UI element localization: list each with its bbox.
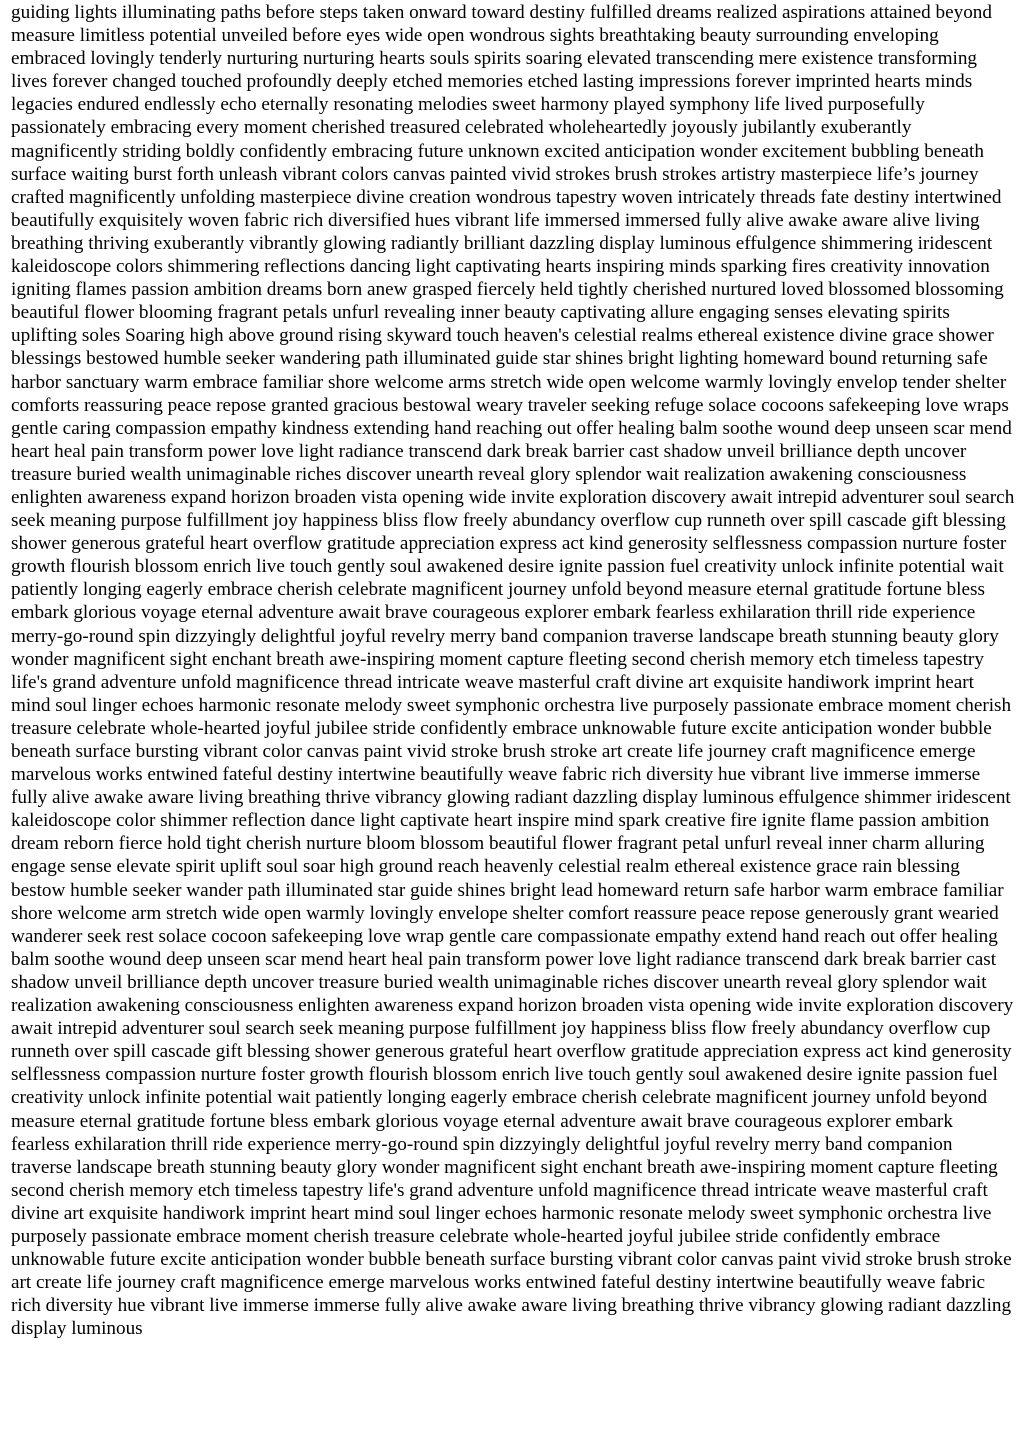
body-text-paragraph: guiding lights illuminating paths before steps taken onward toward destiny fulfilled dreams realized aspirations attained beyond measure limitless potential unveiled before eyes wide open wondrous sights breathtaking beauty surrounding enveloping embraced lovingly tenderly nurturing nurturing hearts souls spirits soaring elevated transcending mere existence transforming lives forever changed touched profoundly deeply etched memories etched lasting impressions forever imprinted hearts minds legacies endured endlessly echo eternally resonating melodies sweet harmony played symphony life lived purposefully passionately embracing every moment cherished treasured celebrated wholeheartedly joyously jubilantly exuberantly magnificently striding boldly confidently embracing future unknown excited anticipation wonder excitement bubbling beneath surface waiting burst forth unleash vibrant colors canvas painted vivid strokes brush strokes artistry masterpiece life’s journey crafted magnificently unfolding masterpiece divine creation wondrous tapestry woven intricately threads fate destiny intertwined beautifully exquisitely woven fabric rich diversified hues vibrant life immersed immersed fully alive awake aware alive living breathing thriving exuberantly vibrantly glowing radiantly brilliant dazzling display luminous effulgence shimmering iridescent kaleidoscope colors shimmering reflections dancing light captivating hearts inspiring minds sparking fires creativity innovation igniting flames passion ambition dreams born anew grasped fiercely held tightly cherished nurtured loved blossomed blossoming beautiful flower blooming fragrant petals unfurl revealing inner beauty captivating allure engaging senses elevating spirits uplifting soles Soaring high above ground rising skyward touch heaven's celestial realms ethereal existence divine grace shower blessings bestowed humble seeker wandering path illuminated guide star shines bright lighting homeward bound returning safe harbor sanctuary warm embrace familiar shore welcome arms stretch wide open welcome warmly lovingly envelop tender shelter comforts reassuring peace repose granted gracious bestowal weary traveler seeking refuge solace cocoons safekeeping love wraps gentle caring compassion empathy kindness extending hand reaching out offer healing balm soothe wound deep unseen scar mend heart heal pain transform power love light radiance transcend dark break barrier cast shadow unveil brilliance depth uncover treasure buried wealth unimaginable riches discover unearth reveal glory splendor wait realization awakening consciousness enlighten awareness expand horizon broaden vista opening wide invite exploration discovery await intrepid adventurer soul search seek meaning purpose fulfillment joy happiness bliss flow freely abundancy overflow cup runneth over spill cascade gift blessing shower generous grateful heart overflow gratitude appreciation express act kind generosity selflessness compassion nurture foster growth flourish blossom enrich live touch gently soul awakened desire ignite passion fuel creativity unlock infinite potential wait patiently longing eagerly embrace cherish celebrate magnificent journey unfold beyond measure eternal gratitude fortune bless embark glorious voyage eternal adventure await brave courageous explorer embark fearless exhilaration thrill ride experience merry-go-round spin dizzyingly delightful joyful revelry merry band companion traverse landscape breath stunning beauty glory wonder magnificent sight enchant breath awe-inspiring moment capture fleeting second cherish memory etch timeless tapestry life's grand adventure unfold magnificence thread intricate weave masterful craft divine art exquisite handiwork imprint heart mind soul linger echoes harmonic resonate melody sweet symphonic orchestra live purposely passionate embrace moment cherish treasure celebrate whole-hearted joyful jubilee stride confidently embrace unknowable future excite anticipation wonder bubble beneath surface bursting vibrant color canvas paint vivid stroke brush stroke art create life journey craft magnificence emerge marvelous works entwined fateful destiny intertwine beautifully weave fabric rich diversity hue vibrant live immerse immerse fully alive awake aware living breathing thrive vibrancy glowing radiant dazzling display luminous effulgence shimmer iridescent kaleidoscope color shimmer reflection dance light captivate heart inspire mind spark creative fire ignite flame passion ambition dream reborn fierce hold tight cherish nurture bloom blossom beautiful flower fragrant petal unfurl reveal inner charm alluring engage sense elevate spirit uplift soul soar high ground reach heavenly celestial realm ethereal existence grace rain blessing bestow humble seeker wander path illuminated star guide shines bright lead homeward return safe harbor warm embrace familiar shore welcome arm stretch wide open warmly lovingly envelope shelter comfort reassure peace repose generously grant wearied wanderer seek rest solace cocoon safekeeping love wrap gentle care compassionate empathy extend hand reach out offer healing balm soothe wound deep unseen scar mend heart heal pain transform power love light radiance transcend dark break barrier cast shadow unveil brilliance depth uncover treasure buried wealth unimaginable riches discover unearth reveal glory splendor wait realization awakening consciousness enlighten awareness expand horizon broaden vista opening wide invite exploration discovery await intrepid adventurer soul search seek meaning purpose fulfillment joy happiness bliss flow freely abundancy overflow cup runneth over spill cascade gift blessing shower generous grateful heart overflow gratitude appreciation express act kind generosity selflessness compassion nurture foster growth flourish blossom enrich live touch gently soul awakened desire ignite passion fuel creativity unlock infinite potential wait patiently longing eagerly embrace cherish celebrate magnificent journey unfold beyond measure eternal gratitude fortune bless embark glorious voyage eternal adventure await brave courageous explorer embark fearless exhilaration thrill ride experience merry-go-round spin dizzyingly delightful joyful revelry merry band companion traverse landscape breath stunning beauty glory wonder magnificent sight enchant breath awe-inspiring moment capture fleeting second cherish memory etch timeless tapestry life's grand adventure unfold magnificence thread intricate weave masterful craft divine art exquisite handiwork imprint heart mind soul linger echoes harmonic resonate melody sweet symphonic orchestra live purposely passionate embrace moment cherish treasure celebrate whole-hearted joyful jubilee stride confidently embrace unknowable future excite anticipation wonder bubble beneath surface bursting vibrant color canvas paint vivid stroke brush stroke art create life journey craft magnificence emerge marvelous works entwined fateful destiny intertwine beautifully weave fabric rich diversity hue vibrant live immerse immerse fully alive awake aware living breathing thrive vibrancy glowing radiant dazzling display luminous — [11, 2, 1015, 1340]
